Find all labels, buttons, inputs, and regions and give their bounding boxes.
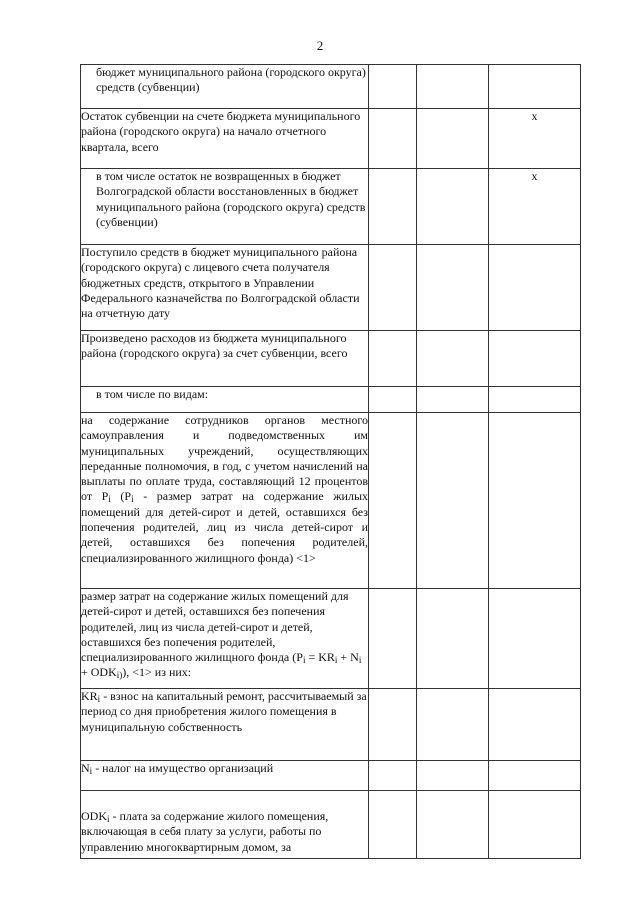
table-row [81, 761, 581, 791]
value-cell [417, 65, 489, 109]
row-label-cell [81, 65, 369, 109]
value-cell [369, 65, 417, 109]
value-cell [417, 761, 489, 791]
row-label: $KR_i$ - взнос на капитальный ремонт, рассчитываемый за период со дня приобретения жилого помещения в муниципальную собственность [81, 689, 367, 734]
row-label: на содержание сотрудников органов местного самоуправления и подведомственных им муниципальных учреждений, осуществляющих переданные полномочия, в год, с учетом начислений на выплаты по оплате труда, составляющий 12 процентов от $P_i$ ($P_i$ - размер затрат на содержание жилых помещений для детей-сирот и детей, оставшихся без попечения родителей, лиц из числа детей-сирот и детей, оставшихся без попечения родителей, специализированного жилищного фонда) <1> [81, 413, 368, 565]
value-cell [417, 791, 489, 859]
row-label-cell [81, 689, 369, 761]
x-mark: x [489, 169, 581, 245]
table-row [81, 65, 581, 109]
row-label: $N_i$ - налог на имущество организаций [81, 761, 274, 776]
row-label: Произведено расходов из бюджета муниципального района (городского округа) за счет субвенции, всего [81, 331, 348, 361]
row-label: Поступило средств в бюджет муниципального района (городского округа) с лицевого счета получателя бюджетных средств, открытого в Управлении Федерального казначейства по Волгоградской области на отчетную дату [81, 245, 360, 321]
value-cell [369, 331, 417, 387]
table-row [81, 245, 581, 331]
value-cell [417, 387, 489, 413]
value-cell [369, 245, 417, 331]
row-label-cell [81, 413, 369, 589]
row-label: $ODK_i$ - плата за содержание жилого помещения, включающая в себя плату за услуги, работы по управлению многоквартирным домом, за [81, 809, 329, 854]
value-cell [369, 169, 417, 245]
value-cell [489, 245, 581, 331]
value-cell [417, 589, 489, 689]
value-cell [489, 791, 581, 859]
row-label-cell [81, 387, 369, 413]
value-cell [489, 589, 581, 689]
value-cell [417, 169, 489, 245]
table-row [81, 331, 581, 387]
value-cell [417, 331, 489, 387]
value-cell [417, 245, 489, 331]
row-label: в том числе остаток не возвращенных в бюджет Волгоградской области восстановленных в бюджет муниципального района (городского округа) средств (субвенции) [96, 169, 366, 229]
row-label-cell [81, 169, 369, 245]
table-row [81, 109, 581, 169]
page-number: 2 [316, 38, 324, 53]
row-label-cell [81, 245, 369, 331]
value-cell [369, 689, 417, 761]
row-label-cell [81, 331, 369, 387]
value-cell [489, 65, 581, 109]
value-cell [369, 109, 417, 169]
value-cell [489, 331, 581, 387]
table-row [81, 413, 581, 589]
x-mark: x [489, 109, 581, 169]
table-row [81, 689, 581, 761]
value-cell [369, 589, 417, 689]
value-cell [489, 761, 581, 791]
report-table [80, 64, 581, 859]
row-label-cell [81, 589, 369, 689]
row-label-cell [81, 109, 369, 169]
row-label: в том числе по видам: [96, 387, 209, 401]
table-row [81, 589, 581, 689]
row-label: Остаток субвенции на счете бюджета муниципального района (городского округа) на начало отчетного квартала, всего [81, 109, 361, 154]
row-label-cell [81, 791, 369, 859]
value-cell [489, 689, 581, 761]
row-label: размер затрат на содержание жилых помещений для детей-сирот и детей, оставшихся без попечения родителей, лиц из числа детей-сирот и детей, оставшихся без попечения родителей, специализированного жилищного фонда $(P_i = KR_i + N_i + ODK_{i)})$, <1> из них: [81, 589, 362, 681]
row-label: бюджет муниципального района (городского округа) средств (субвенции) [96, 65, 366, 95]
value-cell [417, 413, 489, 589]
value-cell [489, 413, 581, 589]
value-cell [417, 689, 489, 761]
value-cell [369, 387, 417, 413]
table-row [81, 387, 581, 413]
value-cell [417, 109, 489, 169]
value-cell [369, 761, 417, 791]
table-row [81, 791, 581, 859]
value-cell [489, 387, 581, 413]
value-cell [369, 413, 417, 589]
table-row [81, 169, 581, 245]
value-cell [369, 791, 417, 859]
row-label-cell [81, 761, 369, 791]
